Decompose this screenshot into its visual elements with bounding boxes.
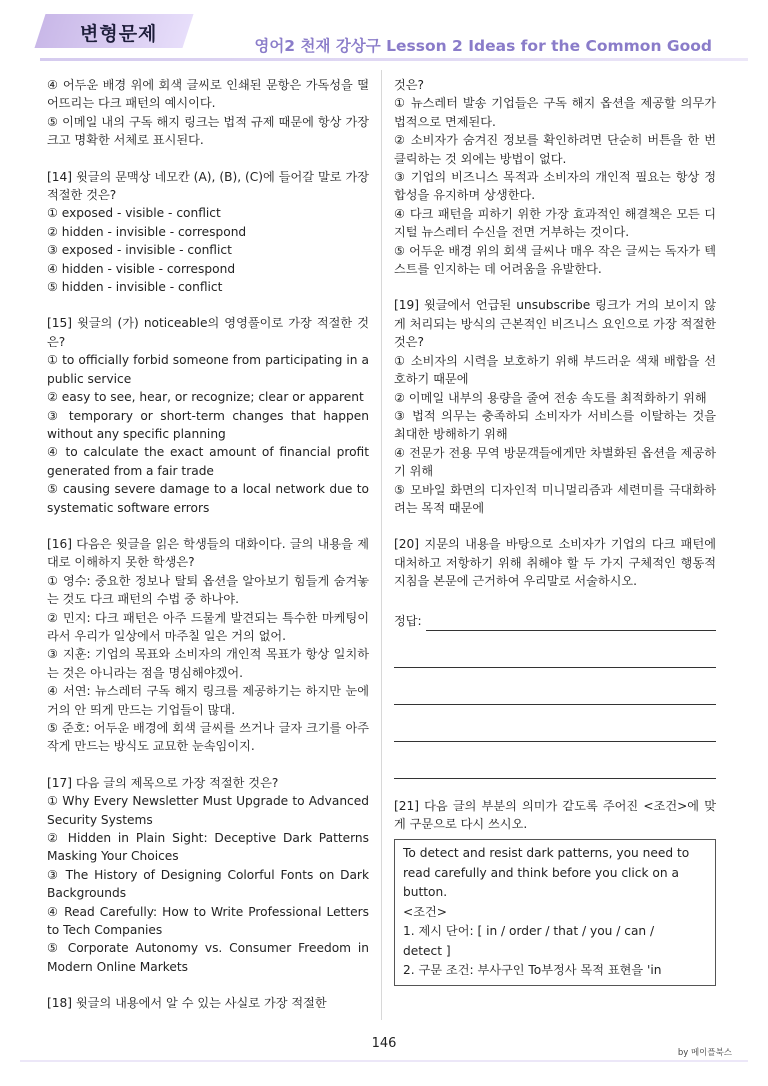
option: ② easy to see, hear, or recognize; clear or apparent xyxy=(47,390,364,405)
answer-line[interactable] xyxy=(394,668,716,705)
option: ⑤ 어두운 배경 위의 회색 글씨나 매우 작은 글씨는 독자가 텍스트를 인지하는 데 어려움을 유발한다. xyxy=(394,243,716,277)
option: ⑤ Corporate Autonomy vs. Consumer Freedom in Modern Online Markets xyxy=(47,941,369,974)
question-stem: [21] 다음 글의 부분의 의미가 같도록 주어진 <조건>에 맞게 구문으로 다시 쓰시오. xyxy=(394,798,716,831)
option: ③ 법적 의무는 충족하되 소비자가 서비스를 이탈하는 것을 최대한 방해하기 위해 xyxy=(394,408,716,442)
option: ① 소비자의 시력을 보호하기 위해 부드러운 색채 배합을 선호하기 때문에 xyxy=(394,353,716,387)
option: ⑤ 모바일 화면의 디자인적 미니멀리즘과 세련미를 극대화하려는 목적 때문에 xyxy=(394,482,716,515)
question-17 xyxy=(47,774,369,976)
header-divider xyxy=(40,58,748,61)
page-title: 영어2 천재 강상구 Lesson 2 Ideas for the Common Good xyxy=(254,37,712,55)
answer-line[interactable] xyxy=(426,616,716,631)
option: ③ 기업의 비즈니스 목적과 소비자의 개인적 필요는 항상 정합성을 유지하며 상생한다. xyxy=(394,170,716,203)
question-16 xyxy=(47,535,369,756)
option: ② Hidden in Plain Sight: Deceptive Dark Patterns Masking Your Choices xyxy=(47,831,369,864)
answer-line[interactable] xyxy=(394,705,716,742)
question-stem: [14] 윗글의 문맥상 네모칸 (A), (B), (C)에 들어갈 말로 가장 적절한 것은? xyxy=(47,169,369,203)
question-stem: [18] 윗글의 내용에서 알 수 있는 사실로 가장 적절한 xyxy=(47,996,327,1011)
question-21 xyxy=(394,797,716,986)
answer-row[interactable] xyxy=(394,609,716,631)
question-18 xyxy=(47,994,369,1012)
question-stem: 것은? xyxy=(394,78,425,92)
option: ③ temporary or short-term changes that happen without any specific planning xyxy=(47,408,369,441)
footer-divider xyxy=(20,1060,748,1062)
option: ③ 지훈: 기업의 목표와 소비자의 개인적 목표가 항상 일치하는 것은 아니라는 점을 명심해야겠어. xyxy=(47,647,369,680)
question-20 xyxy=(394,535,716,778)
question-18-continued xyxy=(394,76,716,278)
answer-line[interactable] xyxy=(394,742,716,779)
question-19 xyxy=(394,296,716,517)
right-column xyxy=(394,76,716,986)
page-header xyxy=(0,0,768,64)
box-line: 1. 제시 단어: [ in / order / that / you / can / xyxy=(403,924,655,939)
option: ① 뉴스레터 발송 기업들은 구독 해지 옵션을 제공할 의무가 법적으로 면제된다. xyxy=(394,96,716,129)
left-column xyxy=(47,76,369,1013)
option: ① exposed - visible - conflict xyxy=(47,206,221,221)
option: ④ 전문가 전용 무역 방문객들에게만 차별화된 옵션을 제공하기 위해 xyxy=(394,445,716,479)
question-13-continued xyxy=(47,76,369,150)
condition-box xyxy=(394,839,716,986)
option: ① 영수: 중요한 정보나 탈퇴 옵션을 알아보기 힘들게 숨겨놓는 것도 다크 패턴의 수법 중 하나야. xyxy=(47,573,369,607)
option: ③ The History of Designing Colorful Fonts on Dark Backgrounds xyxy=(47,867,369,901)
option: ④ 어두운 배경 위에 회색 글씨로 인쇄된 문항은 가독성을 떨어뜨리는 다크 패턴의 예시이다. xyxy=(47,78,369,111)
section-tag: 변형문제 xyxy=(80,23,158,45)
option: ④ hidden - visible - correspond xyxy=(47,261,236,276)
option: ④ 서연: 뉴스레터 구독 해지 링크를 제공하기는 하지만 눈에 거의 안 띄게 만드는 기업들이 많대. xyxy=(47,684,369,717)
question-15 xyxy=(47,314,369,516)
option: ④ to calculate the exact amount of financial profit generated from a fair trade xyxy=(47,445,369,478)
question-14 xyxy=(47,168,369,297)
option: ① Why Every Newsletter Must Upgrade to Advanced Security Systems xyxy=(47,794,369,827)
option: ① to officially forbid someone from participating in a public service xyxy=(47,353,369,386)
question-stem: [16] 다음은 윗글을 읽은 학생들의 대화이다. 글의 내용을 제대로 이해하지 못한 학생은? xyxy=(47,536,369,570)
box-line: To detect and resist dark patterns, you need to xyxy=(403,846,690,861)
option: ② 민지: 다크 패턴은 아주 드물게 발견되는 특수한 마케팅이라서 우리가 일상에서 마주칠 일은 거의 없어. xyxy=(47,610,369,643)
question-stem: [15] 윗글의 (가) noticeable의 영영풀이로 가장 적절한 것은? xyxy=(47,316,369,349)
option: ② 소비자가 숨겨진 정보를 확인하려면 단순히 버튼을 한 번 클릭하는 것 외에는 방법이 없다. xyxy=(394,133,716,166)
option: ⑤ 이메일 내의 구독 해지 링크는 법적 규제 때문에 항상 가장 크고 명확한 서체로 표시된다. xyxy=(47,114,369,148)
question-stem: [19] 윗글에서 언급된 unsubscribe 링크가 거의 보이지 않게 처리되는 방식의 근본적인 비즈니스 요인으로 가장 적절한 것은? xyxy=(394,298,716,350)
box-line: button. xyxy=(403,885,448,900)
option: ⑤ causing severe damage to a local network due to systematic software errors xyxy=(47,482,369,515)
box-line: read carefully and think before you click on a xyxy=(403,865,679,880)
option: ⑤ hidden - invisible - conflict xyxy=(47,280,223,295)
question-stem: [20] 지문의 내용을 바탕으로 소비자가 기업의 다크 패턴에 대처하고 저항하기 위해 취해야 할 두 가지 구체적인 행동적 지침을 본문에 근거하여 우리말로 서술하시오. xyxy=(394,537,716,589)
box-line: <조건> xyxy=(403,904,447,919)
publisher-brand: by 메이플북스 xyxy=(677,1048,732,1058)
box-line: 2. 구문 조건: 부사구인 To부정사 목적 표현을 'in xyxy=(403,963,662,978)
option: ⑤ 준호: 어두운 배경에 회색 글씨를 쓰거나 글자 크기를 아주 작게 만드는 방식도 교묘한 눈속임이지. xyxy=(47,721,369,754)
answer-line[interactable] xyxy=(394,631,716,668)
option: ② 이메일 내부의 용량을 줄여 전송 속도를 최적화하기 위해 xyxy=(394,390,707,405)
page-number: 146 xyxy=(371,1036,397,1051)
answer-label: 정답: xyxy=(394,614,422,629)
option: ④ 다크 패턴을 피하기 위한 가장 효과적인 해결책은 모든 디지털 뉴스레터 수신을 전면 거부하는 것이다. xyxy=(394,206,716,240)
question-stem: [17] 다음 글의 제목으로 가장 적절한 것은? xyxy=(47,775,279,790)
column-divider xyxy=(381,70,382,1020)
option: ④ Read Carefully: How to Write Professional Letters to Tech Companies xyxy=(47,904,369,938)
box-line: detect ] xyxy=(403,943,451,958)
option: ② hidden - invisible - correspond xyxy=(47,224,247,239)
option: ③ exposed - invisible - conflict xyxy=(47,243,232,258)
